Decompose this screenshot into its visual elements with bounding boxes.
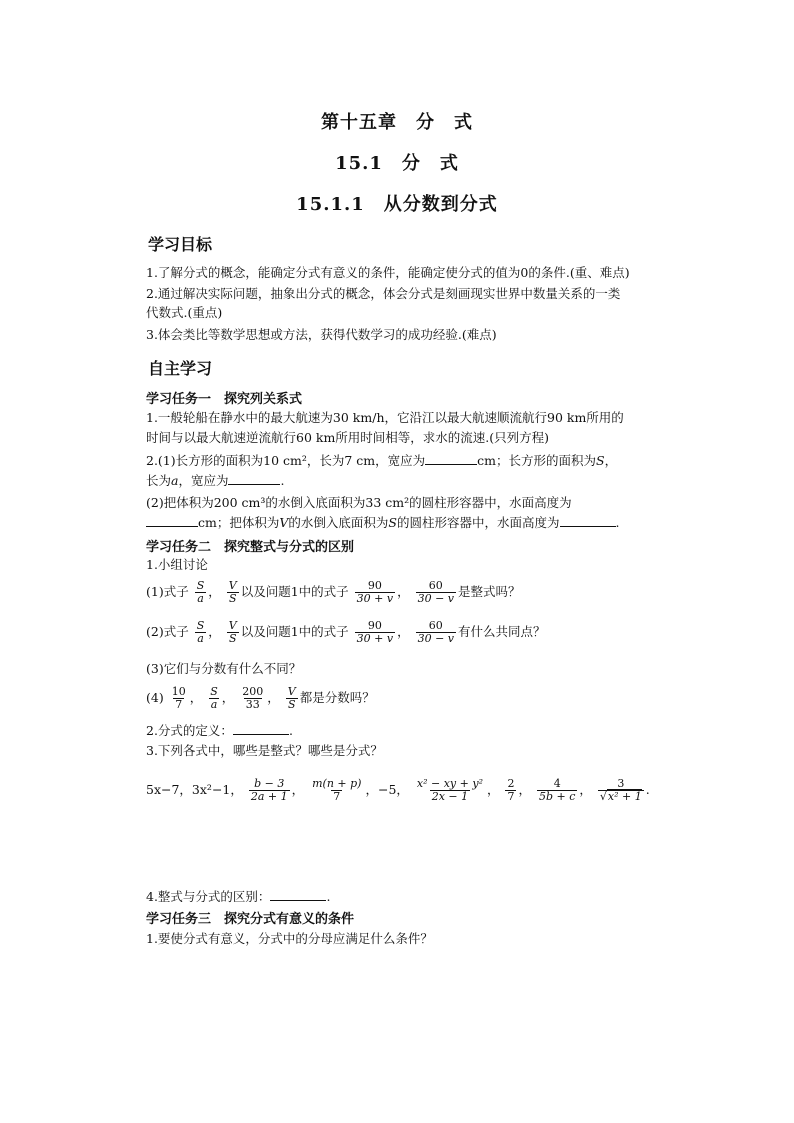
fraction: $\frac{2}{7}$ bbox=[507, 777, 515, 803]
blank bbox=[228, 472, 280, 485]
task1-p3b: cm；把体积为V的水倒入底面积为S的圆柱形容器中，水面高度为 . bbox=[146, 514, 619, 532]
fraction: $\frac{S}{a}$ bbox=[210, 685, 218, 711]
task1-p3a: (2)把体积为200 cm³的水倒入底面积为33 cm²的圆柱形容器中，水面高度为 bbox=[146, 495, 572, 510]
fraction: $\frac{m(n + p)}{7}$ bbox=[312, 777, 362, 803]
goals-heading: 学习目标 bbox=[148, 235, 213, 254]
task1-p2a: 2.(1)长方形的面积为10 cm²，长为7 cm，宽应为 cm；长方形的面积为S， bbox=[146, 453, 618, 468]
task3-title: 学习任务三 探究分式有意义的条件 bbox=[146, 912, 355, 927]
goal-1: 1.了解分式的概念，能确定分式有意义的条件，能确定使分式的值为0的条件.(重、难点) bbox=[146, 265, 630, 280]
fraction: $\frac{3}{\text{√x² + 1}}$ bbox=[599, 777, 642, 803]
task3-q1: 1.要使分式有意义，分式中的分母应满足什么条件？ bbox=[146, 931, 433, 946]
fraction: $\frac{4}{5b + c}$ bbox=[538, 777, 576, 803]
fraction: $\frac{90}{30 + v}$ bbox=[356, 579, 394, 605]
blank bbox=[270, 888, 326, 901]
fraction: $\frac{60}{30 - v}$ bbox=[417, 619, 454, 645]
blank bbox=[146, 514, 198, 527]
blank bbox=[560, 514, 616, 527]
task2-q1-1: (1)式子 $\frac{S}{a}$ ， $\frac{V}{S}$ 以及问题1中的式子 $\frac{90}{30 + v}$ ， $\frac{60}{30 - v}$ 是整式吗？ bbox=[146, 579, 521, 605]
task1-p2b: 长为a，宽应为 . bbox=[146, 473, 285, 488]
section-title: 15.1 分 式 bbox=[335, 153, 459, 174]
task1-p1a: 1.一般轮船在静水中的最大航速为30 km/h，它沿江以最大航速顺流航行90 km所用的 bbox=[146, 410, 624, 425]
fraction: $\frac{V}{S}$ bbox=[228, 579, 237, 605]
fraction: $\frac{V}{S}$ bbox=[228, 619, 237, 645]
fraction: $\frac{\text{x² − xy + y²}}{2x - 1}$ bbox=[416, 777, 483, 803]
fraction: $\frac{10}{7}$ bbox=[171, 685, 186, 711]
task2-q4: 4.整式与分式的区别： . bbox=[146, 889, 331, 904]
task2-q1: 1.小组讨论 bbox=[146, 557, 208, 572]
task2-title: 学习任务二 探究整式与分式的区别 bbox=[146, 540, 355, 555]
task2-q3: 3.下列各式中，哪些是整式？哪些是分式？ bbox=[146, 743, 383, 758]
subsection-title: 15.1.1 从分数到分式 bbox=[296, 194, 498, 215]
task2-q1-4: (4) $\frac{10}{7}$ ， $\frac{S}{a}$ ， $\frac{200}{33}$ ， $\frac{V}{S}$ 都是分数吗？ bbox=[146, 685, 375, 711]
goal-2a: 2.通过解决实际问题，抽象出分式的概念，体会分式是刻画现实世界中数量关系的一类 bbox=[146, 286, 621, 301]
task1-p1b: 时间与以最大航速逆流航行60 km所用时间相等，求水的流速.(只列方程) bbox=[146, 430, 550, 445]
fraction: $\frac{90}{30 + v}$ bbox=[356, 619, 394, 645]
chapter-title: 第十五章 分 式 bbox=[321, 112, 473, 133]
study-heading: 自主学习 bbox=[148, 359, 213, 378]
blank bbox=[233, 722, 289, 735]
task1-title: 学习任务一 探究列关系式 bbox=[146, 392, 303, 407]
fraction: $\frac{S}{a}$ bbox=[196, 619, 205, 645]
goal-2b: 代数式.(重点) bbox=[146, 305, 223, 320]
fraction: $\frac{b - 3}{2a + 1}$ bbox=[250, 777, 288, 803]
task2-q1-2: (2)式子 $\frac{S}{a}$ ， $\frac{V}{S}$ 以及问题1中的式子 $\frac{90}{30 + v}$ ， $\frac{60}{30 - v}$ 有什么共同点？ bbox=[146, 619, 546, 645]
fraction: $\frac{V}{S}$ bbox=[287, 685, 296, 711]
task2-q2: 2.分式的定义： . bbox=[146, 723, 293, 738]
fraction: $\frac{S}{a}$ bbox=[196, 579, 205, 605]
task2-expressions: 5x−7，3x²−1， $\frac{b - 3}{2a + 1}$ ， $\frac{m(n + p)}{7}$ ，−5， $\frac{\text{x² − xy + y²}}{2x - 1}$ ， $\frac{2}{7}$ ， $\frac{4}{5b + c}$ ， $\frac{3}{\text{√x² + 1}}$ . bbox=[146, 777, 650, 803]
task2-q1-3: (3)它们与分数有什么不同？ bbox=[146, 661, 302, 676]
fraction: $\frac{60}{30 - v}$ bbox=[417, 579, 454, 605]
goal-3: 3.体会类比等数学思想或方法，获得代数学习的成功经验.(难点) bbox=[146, 327, 497, 342]
fraction: $\frac{200}{33}$ bbox=[242, 685, 264, 711]
blank bbox=[425, 452, 477, 465]
